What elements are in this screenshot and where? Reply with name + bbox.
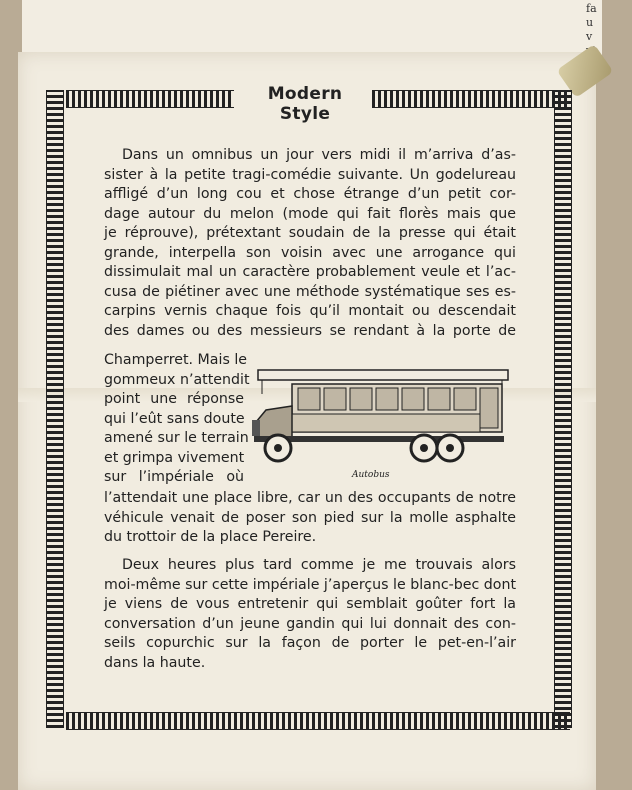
ornament-border-left [46, 90, 64, 728]
text-line: dans la haute. [104, 654, 206, 671]
paragraph-1-bottom [104, 489, 516, 548]
text-line: Dans un omnibus un jour vers midi il m’arriva d’as- [122, 147, 516, 163]
text-line: Deux heures plus tard comme je me trouvais alors [122, 557, 516, 573]
ornament-border-bottom [66, 712, 570, 730]
text-line: l’attendait une place libre, car un des occupants de notre [104, 490, 516, 506]
text-line: je viens de vous entretenir qui semblait goûter fort la [104, 596, 516, 612]
text-line: et grimpa vivement [104, 449, 245, 466]
text-line: point une réponse [104, 391, 244, 407]
text-line: conversation d’un jeune gandin qui lui donnait des con- [104, 615, 516, 632]
paragraph-2 [104, 556, 516, 673]
text-line: je réprouve), prétextant soudain de la presse qui était [104, 225, 516, 241]
text-line: gommeux n’attendit [104, 371, 250, 388]
text-line: Champerret. Mais le [104, 352, 248, 368]
illustration-caption: Autobus [352, 470, 390, 480]
text-line: cusa de piétiner avec une méthode systématique ses es- [104, 283, 516, 300]
margin-line: u [586, 16, 594, 29]
text-line: sister à la petite tragi-comédie suivante. Un godelureau [104, 166, 516, 183]
text-line: dissimulait mal un caractère probablement veule et l’ac- [104, 264, 516, 280]
margin-line: fa [586, 2, 597, 15]
autobus-illustration [252, 364, 514, 464]
text-line: amené sur le terrain [104, 430, 249, 446]
paragraph-1-top [104, 146, 516, 341]
text-line: grande, interpella son voisin avec une arrogance qui [104, 244, 516, 261]
text-line: des dames ou des messieurs se rendant à la porte de [104, 322, 516, 339]
ornament-border-right [554, 90, 572, 728]
ornament-border-top-left [66, 90, 234, 108]
text-line: qui l’eût sans doute [104, 410, 245, 427]
paragraph-1-wrap [104, 351, 250, 488]
text-line: carpins vernis chaque fois qu’il montait ou descendait [104, 303, 516, 319]
margin-line: v [586, 30, 593, 43]
text-line: du trottoir de la place Pereire. [104, 529, 317, 545]
text-line: dage autour du melon (mode qui fait florès mais que [104, 205, 516, 222]
text-line: véhicule venait de poser son pied sur la molle asphalte [104, 509, 516, 526]
text-line: seils copurchic sur la façon de porter le pet-en-l’air [104, 635, 516, 651]
text-line: moi-même sur cette impériale j’aperçus le blanc-bec dont [104, 576, 517, 593]
ornament-border-top-right [372, 90, 570, 108]
text-line: sur l’impériale où [104, 469, 244, 485]
page-title: Modern Style [267, 84, 343, 124]
text-line: affligé d’un long cou et chose étrange d’un petit cor- [104, 186, 516, 202]
